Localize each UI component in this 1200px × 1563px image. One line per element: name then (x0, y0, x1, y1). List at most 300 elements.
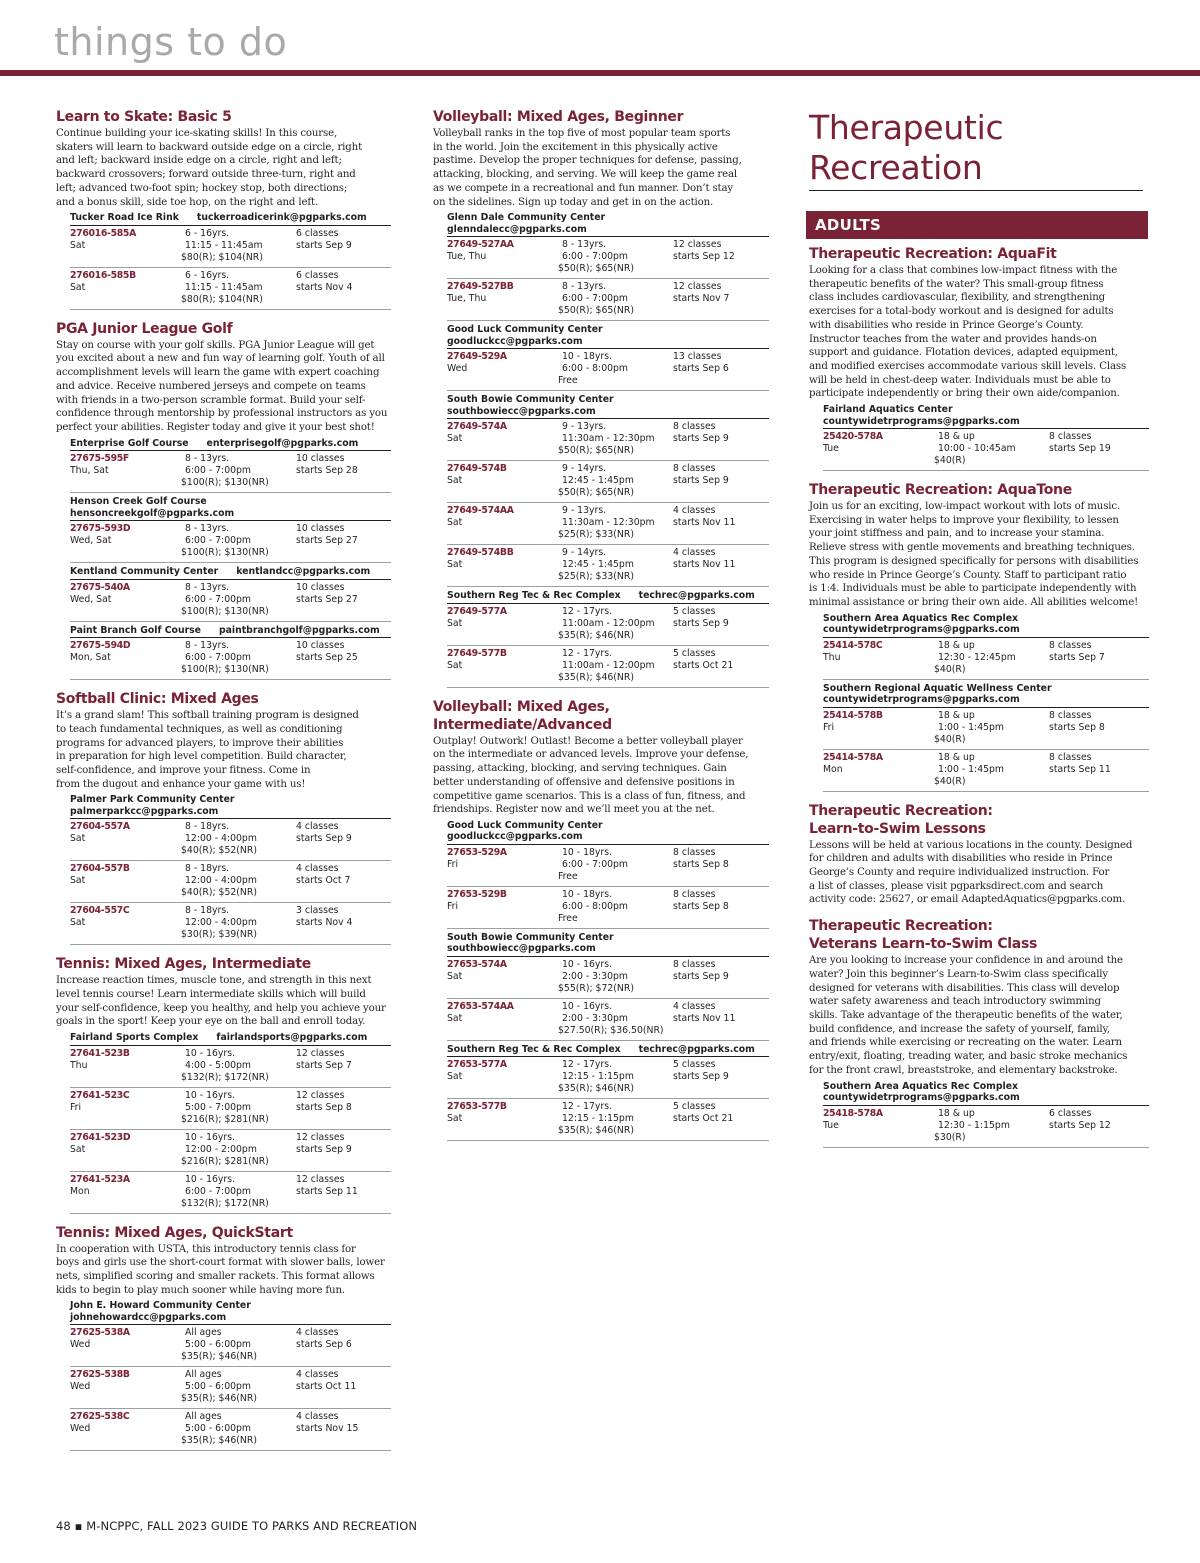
location-email: palmerparkcc@pgparks.com (70, 805, 219, 817)
course-title-line: Volleyball: Mixed Ages, Beginner (433, 109, 684, 125)
location-block (447, 324, 769, 391)
start-date: starts Sep 9 (673, 433, 729, 445)
activity-code: 27653-577B (447, 1101, 507, 1113)
description-line: in the world. Join the excitement in this physically active (433, 141, 718, 153)
description-line: kids to begin to play much sooner while having more fun. (56, 1284, 345, 1296)
course-title (56, 1224, 391, 1242)
course-block (809, 245, 1149, 471)
location-name: Southern Area Aquatics Rec Complex (823, 612, 1019, 624)
location-email: countywidetrprograms@pgparks.com (823, 694, 1020, 706)
session-time: 6:00 - 8:00pm (562, 900, 628, 912)
column-middle (433, 108, 769, 1151)
session-row (70, 1088, 391, 1130)
start-date: starts Nov 11 (673, 517, 736, 529)
activity-code: 27649-574B (447, 463, 507, 475)
location-block (70, 566, 391, 622)
description-line: Volleyball ranks in the top five of most popular team sports (433, 128, 731, 139)
location-name: Southern Regional Aquatic Wellness Center (823, 682, 1052, 694)
session-ages: 12 - 17yrs. (562, 1059, 613, 1071)
location-header (70, 566, 391, 580)
start-date: starts Sep 25 (296, 652, 358, 664)
course-description (809, 264, 1149, 401)
session-ages: 9 - 14yrs. (562, 463, 607, 475)
start-date: starts Nov 11 (673, 559, 736, 571)
description-line: and friends while exercising or recreating on the water. Learn (809, 1037, 1122, 1049)
start-date: starts Sep 6 (296, 1339, 352, 1351)
session-ages: 10 - 18yrs. (562, 846, 613, 858)
session-days: Wed, Sat (70, 593, 112, 605)
location-header (70, 438, 391, 452)
session-ages: 18 & up (938, 709, 975, 721)
session-time: 6:00 - 7:00pm (185, 1185, 251, 1197)
description-line: attacking, blocking, and serving. We will keep the game real (433, 169, 738, 181)
session-days: Fri (823, 721, 835, 733)
session-fee: $132(R); $172(NR) (181, 1197, 269, 1209)
description-line: skills. Take advantage of the therapeutic benefits of the water, (809, 1009, 1123, 1021)
session-days: Wed (447, 363, 468, 375)
location-email: glenndalecc@pgparks.com (447, 223, 587, 235)
course-block (56, 108, 391, 310)
location-email: techrec@pgparks.com (638, 1043, 755, 1055)
session-fee: $40(R) (934, 455, 966, 467)
description-line: to teach fundamental techniques, as well as conditioning (56, 723, 343, 735)
course-description (433, 735, 769, 817)
location-email: goodluckcc@pgparks.com (447, 335, 583, 347)
session-fee: $40(R) (934, 663, 966, 675)
class-count: 12 classes (673, 239, 722, 251)
session-fee: $40(R) (934, 733, 966, 745)
course-title-line: Therapeutic Recreation: AquaTone (809, 482, 1072, 499)
location-email: goodluckcc@pgparks.com (447, 831, 583, 843)
activity-code: 27653-574A (447, 958, 507, 970)
activity-code: 27604-557C (70, 905, 130, 917)
page-title: things to do (54, 20, 288, 64)
description-line: class includes cardiovascular, flexibility, and strengthening (809, 292, 1105, 304)
location-header (447, 590, 769, 604)
session-row (823, 750, 1149, 792)
start-date: starts Sep 12 (1049, 1119, 1111, 1131)
session-row (70, 521, 391, 563)
session-row (447, 999, 769, 1041)
activity-code: 25414-578B (823, 709, 883, 721)
session-time: 6:00 - 7:00pm (185, 593, 251, 605)
session-time: 11:30am - 12:30pm (562, 517, 655, 529)
description-line: nets, simplified scoring and smaller rackets. This format allows (56, 1271, 375, 1283)
start-date: starts Sep 9 (296, 1143, 352, 1155)
location-name: Kentland Community Center (70, 566, 219, 578)
location-name: Glenn Dale Community Center (447, 212, 606, 224)
description-line: in preparation for high level competition. Build character, (56, 751, 347, 763)
location-name: Henson Creek Golf Course (70, 496, 207, 508)
session-row (70, 1046, 391, 1088)
activity-code: 27649-574A (447, 421, 507, 433)
session-days: Tue, Thu (447, 251, 487, 263)
description-line: pastime. Develop the proper techniques for defense, passing, (433, 155, 742, 167)
class-count: 10 classes (296, 640, 345, 652)
course-description (56, 974, 391, 1029)
description-line: with disabilities who reside in Prince George’s County. (809, 319, 1084, 331)
session-fee: $50(R); $65(NR) (558, 445, 634, 457)
location-block (70, 496, 391, 563)
session-ages: 12 - 17yrs. (562, 605, 613, 617)
course-block (433, 698, 769, 1142)
session-ages: 8 - 18yrs. (185, 821, 230, 833)
course-block (56, 1224, 391, 1452)
location-header (447, 820, 769, 845)
activity-code: 27653-574AA (447, 1000, 514, 1012)
start-date: starts Sep 9 (673, 475, 729, 487)
description-line: your self-confidence, keep you healthy, and help you achieve your (56, 1002, 386, 1014)
location-block (70, 1300, 391, 1451)
description-line: accomplishment levels will learn the game with expert coaching (56, 367, 380, 379)
location-email: southbowiecc@pgparks.com (447, 943, 596, 955)
session-time: 10:00 - 10:45am (938, 443, 1016, 455)
session-days: Sat (70, 917, 86, 929)
session-fee: Free (558, 375, 578, 387)
session-days: Mon (823, 763, 843, 775)
description-line: and modified exercises accommodate various skill levels. Class (809, 360, 1127, 372)
session-ages: 10 - 16yrs. (185, 1131, 236, 1143)
location-block (447, 212, 769, 321)
session-ages: 18 & up (938, 1107, 975, 1119)
session-ages: All ages (185, 1327, 222, 1339)
session-row (823, 708, 1149, 750)
session-ages: 8 - 18yrs. (185, 905, 230, 917)
session-days: Wed, Sat (70, 535, 112, 547)
page-footer: 48 ▪ M-NCPPC, FALL 2023 GUIDE TO PARKS AND RECREATION (56, 1519, 418, 1533)
class-count: 3 classes (296, 905, 339, 917)
course-title (809, 245, 1149, 263)
session-days: Sat (447, 1113, 463, 1125)
session-row (70, 819, 391, 861)
class-count: 4 classes (296, 1369, 339, 1381)
start-date: starts Nov 15 (296, 1423, 359, 1435)
description-line: confidence through mentorship by professional instructors as you (56, 408, 388, 420)
course-description (56, 339, 391, 435)
course-title-line: Learn-to-Swim Lessons (809, 820, 986, 837)
start-date: starts Sep 8 (673, 900, 729, 912)
session-time: 12:45 - 1:45pm (562, 559, 634, 571)
session-ages: 10 - 18yrs. (562, 888, 613, 900)
activity-code: 27604-557A (70, 821, 130, 833)
activity-code: 27649-577B (447, 647, 507, 659)
session-time: 11:00am - 12:00pm (562, 617, 655, 629)
location-block (70, 625, 391, 681)
description-line: boys and girls use the short-court format with slower balls, lower (56, 1257, 385, 1269)
session-days: Sat (70, 281, 86, 293)
session-time: 5:00 - 7:00pm (185, 1101, 251, 1113)
description-line: Looking for a class that combines low-impact fitness with the (809, 265, 1118, 276)
course-title-line: Learn to Skate: Basic 5 (56, 109, 232, 125)
location-name: Fairland Aquatics Center (823, 404, 953, 416)
start-date: starts Sep 9 (673, 1071, 729, 1083)
session-fee: $100(R); $130(NR) (181, 477, 269, 489)
description-line: Lessons will be held at various locations in the county. Designed (809, 839, 1133, 851)
course-description (809, 500, 1149, 610)
session-ages: 9 - 13yrs. (562, 421, 607, 433)
location-header (70, 625, 391, 639)
session-fee: $25(R); $33(NR) (558, 529, 634, 541)
session-days: Sat (70, 875, 86, 887)
session-fee: $30(R) (934, 1131, 966, 1143)
session-row (447, 419, 769, 461)
session-days: Thu (70, 1059, 88, 1071)
session-time: 12:30 - 1:15pm (938, 1119, 1010, 1131)
class-count: 4 classes (673, 1000, 716, 1012)
session-row (447, 604, 769, 646)
session-time: 5:00 - 6:00pm (185, 1339, 251, 1351)
session-ages: 18 & up (938, 751, 975, 763)
session-fee: $35(R); $46(NR) (558, 629, 634, 641)
activity-code: 27653-529B (447, 888, 507, 900)
session-row (823, 638, 1149, 680)
description-line: Relieve stress with gentle movements and breathing techniques. (809, 542, 1135, 554)
header-rule (0, 70, 1200, 76)
activity-code: 27649-574AA (447, 505, 514, 517)
session-days: Thu, Sat (70, 465, 109, 477)
session-ages: 8 - 13yrs. (562, 281, 607, 293)
session-time: 6:00 - 7:00pm (185, 535, 251, 547)
course-block (433, 108, 769, 688)
class-count: 4 classes (296, 821, 339, 833)
class-count: 6 classes (296, 227, 339, 239)
location-name: Palmer Park Community Center (70, 794, 235, 806)
session-days: Sat (447, 475, 463, 487)
class-count: 8 classes (1049, 431, 1092, 443)
session-time: 11:00am - 12:00pm (562, 659, 655, 671)
location-block (823, 1081, 1149, 1148)
location-header (447, 324, 769, 349)
course-title-line: Tennis: Mixed Ages, QuickStart (56, 1224, 293, 1241)
description-line: will be held in chest-deep water. Individuals must be able to (809, 374, 1111, 386)
session-days: Sat (70, 833, 86, 845)
location-block (447, 590, 769, 688)
session-days: Fri (447, 900, 459, 912)
session-row (447, 503, 769, 545)
start-date: starts Sep 11 (1049, 763, 1111, 775)
location-email: paintbranchgolf@pgparks.com (219, 624, 380, 636)
start-date: starts Sep 8 (1049, 721, 1105, 733)
location-name: Southern Reg Tec & Rec Complex (447, 590, 621, 602)
session-time: 11:30am - 12:30pm (562, 433, 655, 445)
session-time: 11:15 - 11:45am (185, 281, 263, 293)
activity-code: 27641-523A (70, 1173, 130, 1185)
description-line: as we compete in a recreational and fun manner. Don’t stay (433, 182, 734, 194)
session-days: Wed (70, 1339, 91, 1351)
location-name: Enterprise Golf Course (70, 437, 189, 449)
session-days: Sat (70, 1143, 86, 1155)
course-block (809, 802, 1149, 908)
class-count: 8 classes (673, 463, 716, 475)
session-ages: 8 - 18yrs. (185, 863, 230, 875)
location-header (447, 1044, 769, 1058)
location-name: Fairland Sports Complex (70, 1032, 199, 1044)
session-time: 1:00 - 1:45pm (938, 763, 1004, 775)
class-count: 8 classes (1049, 751, 1092, 763)
location-email: techrec@pgparks.com (638, 590, 755, 602)
description-line: designed for veterans with disabilities. This class will develop (809, 982, 1120, 994)
location-block (70, 212, 391, 310)
course-block (56, 320, 391, 680)
session-row (70, 1172, 391, 1214)
session-time: 12:30 - 12:45pm (938, 651, 1016, 663)
activity-code: 27675-595F (70, 453, 129, 465)
location-name: Good Luck Community Center (447, 819, 603, 831)
page-header (0, 0, 1200, 78)
description-line: Continue building your ice-skating skills! In this course, (56, 128, 338, 139)
start-date: starts Sep 9 (673, 617, 729, 629)
activity-code: 27625-538A (70, 1327, 130, 1339)
location-name: Tucker Road Ice Rink (70, 212, 179, 224)
location-block (823, 683, 1149, 792)
session-fee: $35(R); $46(NR) (558, 671, 634, 683)
location-header (823, 613, 1149, 638)
course-block (56, 955, 391, 1213)
session-fee: $55(R); $72(NR) (558, 982, 634, 994)
course-title-line: Intermediate/Advanced (433, 716, 612, 733)
session-days: Mon, Sat (70, 652, 111, 664)
session-fee: $35(R); $46(NR) (181, 1393, 257, 1405)
activity-code: 27675-593D (70, 523, 131, 535)
session-days: Sat (447, 617, 463, 629)
session-days: Fri (447, 858, 459, 870)
description-line: support and guidance. Flotation devices, adapted equipment, (809, 347, 1118, 359)
course-title (809, 802, 1149, 838)
session-ages: 10 - 16yrs. (562, 958, 613, 970)
description-line: Increase reaction times, muscle tone, and strength in this next (56, 975, 372, 987)
session-ages: 10 - 16yrs. (185, 1089, 236, 1101)
description-line: water safety awareness and teach introductory swimming (809, 996, 1101, 1008)
activity-code: 27653-577A (447, 1059, 507, 1071)
course-description (809, 954, 1149, 1077)
activity-code: 25414-578C (823, 639, 883, 651)
session-days: Wed (70, 1381, 91, 1393)
class-count: 8 classes (1049, 639, 1092, 651)
activity-code: 27649-529A (447, 351, 507, 363)
session-fee: $50(R); $65(NR) (558, 263, 634, 275)
start-date: starts Nov 7 (673, 293, 730, 305)
column-right-courses (809, 245, 1149, 1148)
start-date: starts Sep 27 (296, 535, 358, 547)
session-time: 1:00 - 1:45pm (938, 721, 1004, 733)
session-time: 4:00 - 5:00pm (185, 1059, 251, 1071)
location-block (447, 1044, 769, 1142)
session-row (823, 1106, 1149, 1148)
location-header (70, 1300, 391, 1325)
description-line: and a bonus skill, side toe hop, on the right and left. (56, 196, 318, 208)
session-row (70, 226, 391, 268)
session-fee: $40(R); $52(NR) (181, 845, 257, 857)
session-days: Sat (70, 239, 86, 251)
session-time: 6:00 - 7:00pm (562, 251, 628, 263)
session-fee: $100(R); $130(NR) (181, 547, 269, 559)
session-time: 2:00 - 3:30pm (562, 1012, 628, 1024)
session-row (70, 1130, 391, 1172)
session-row (823, 429, 1149, 471)
session-days: Sat (447, 1071, 463, 1083)
description-line: from the dugout and enhance your game with us! (56, 778, 306, 790)
description-line: water? Join this beginner’s Learn-to-Swim class specifically (809, 968, 1109, 980)
class-count: 6 classes (296, 269, 339, 281)
location-header (70, 1032, 391, 1046)
start-date: starts Sep 11 (296, 1185, 358, 1197)
course-title (433, 698, 769, 734)
session-ages: 6 - 16yrs. (185, 227, 230, 239)
session-ages: 10 - 16yrs. (185, 1173, 236, 1185)
activity-code: 25418-578A (823, 1107, 883, 1119)
description-line: exercises for a total-body workout and is designed for adults (809, 306, 1114, 318)
session-row (70, 580, 391, 622)
course-title-line: PGA Junior League Golf (56, 320, 233, 337)
session-time: 5:00 - 6:00pm (185, 1423, 251, 1435)
description-line: backward crossovers; forward outside three-turn, right and (56, 169, 356, 181)
session-time: 2:00 - 3:30pm (562, 970, 628, 982)
description-line: a list of classes, please visit pgparksdirect.com and search (809, 880, 1104, 892)
location-header (823, 1081, 1149, 1106)
activity-code: 27641-523B (70, 1047, 130, 1059)
start-date: starts Nov 4 (296, 281, 353, 293)
session-row (70, 1325, 391, 1367)
session-fee: $35(R); $46(NR) (181, 1435, 257, 1447)
course-description (56, 127, 391, 209)
description-line: Are you looking to increase your confidence in and around the (809, 955, 1123, 967)
course-title-line: Therapeutic Recreation: AquaFit (809, 246, 1057, 262)
class-count: 5 classes (673, 1059, 716, 1071)
location-header (70, 212, 391, 226)
session-row (447, 461, 769, 503)
audience-bar: ADULTS (806, 211, 1148, 239)
description-line: Outplay! Outwork! Outlast! Become a better volleyball player (433, 735, 743, 747)
session-fee: $30(R); $39(NR) (181, 929, 257, 941)
location-block (823, 613, 1149, 680)
session-days: Sat (447, 970, 463, 982)
session-fee: $80(R); $104(NR) (181, 251, 263, 263)
location-block (823, 404, 1149, 471)
description-line: passing, attacking, blocking, and serving techniques. Gain (433, 763, 727, 775)
description-line: This program is designed specifically for persons with disabilities (809, 555, 1139, 567)
start-date: starts Sep 7 (296, 1059, 352, 1071)
location-block (447, 932, 769, 1041)
location-header (70, 794, 391, 819)
location-block (70, 438, 391, 494)
location-email: southbowiecc@pgparks.com (447, 405, 596, 417)
session-row (70, 861, 391, 903)
start-date: starts Oct 7 (296, 875, 351, 887)
course-description (809, 839, 1149, 908)
description-line: on the sidelines. Sign up today and get in on the action. (433, 196, 714, 208)
session-fee: $216(R); $281(NR) (181, 1155, 269, 1167)
session-row (70, 903, 391, 945)
course-title-line: Tennis: Mixed Ages, Intermediate (56, 956, 311, 973)
location-header (447, 394, 769, 419)
start-date: starts Oct 11 (296, 1381, 357, 1393)
session-days: Fri (70, 1101, 82, 1113)
course-block (56, 690, 391, 945)
description-line: In cooperation with USTA, this introductory tennis class for (56, 1243, 356, 1255)
section-title-line: Recreation (809, 148, 983, 187)
activity-code: 25420-578A (823, 431, 883, 443)
description-line: for the front crawl, breaststroke, and elementary backstroke. (809, 1064, 1118, 1076)
location-name: Southern Area Aquatics Rec Complex (823, 1080, 1019, 1092)
activity-code: 27625-538B (70, 1369, 130, 1381)
description-line: left; advanced two-foot spin; hockey stop, both directions; (56, 182, 348, 194)
session-ages: 8 - 13yrs. (185, 581, 230, 593)
session-days: Sat (447, 559, 463, 571)
session-time: 6:00 - 7:00pm (185, 465, 251, 477)
class-count: 4 classes (296, 1411, 339, 1423)
session-fee: $50(R); $65(NR) (558, 305, 634, 317)
session-fee: $35(R); $46(NR) (181, 1351, 257, 1363)
